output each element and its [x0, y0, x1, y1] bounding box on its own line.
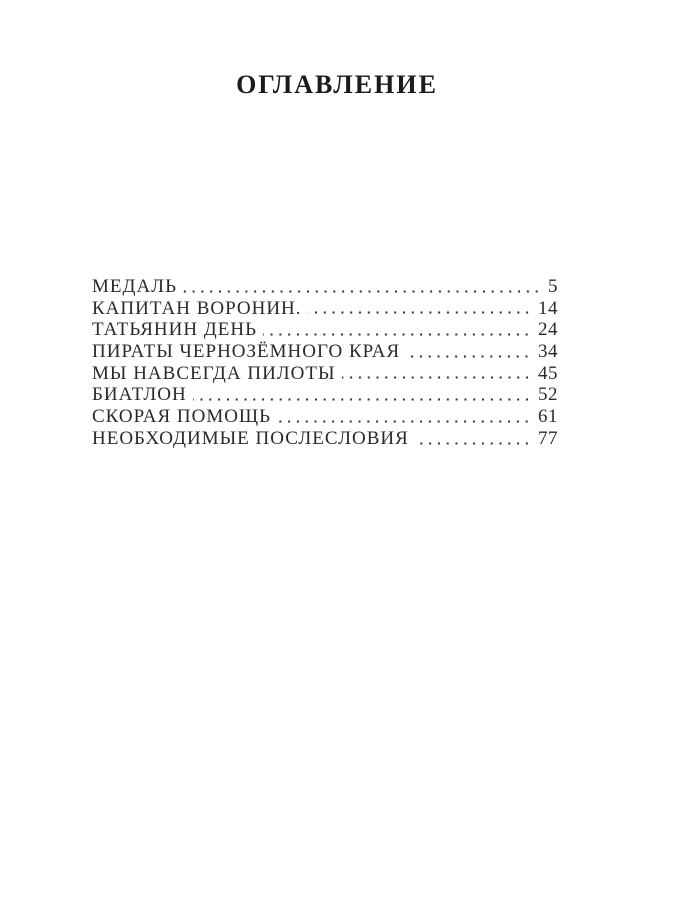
toc-entry-row [92, 341, 558, 363]
toc-entry-title: КАПИТАН ВОРОНИН. [92, 297, 302, 319]
toc-entry-title: ТАТЬЯНИН ДЕНЬ [92, 319, 257, 341]
toc-entry-title: БИАТЛОН [92, 384, 187, 406]
toc-entry-row [92, 298, 558, 320]
dot-leader [277, 420, 534, 423]
toc-entry-title: МЫ НАВСЕГДА ПИЛОТЫ [92, 362, 336, 384]
dot-leader [183, 290, 544, 293]
toc-entry-title: СКОРАЯ ПОМОЩЬ [92, 406, 272, 428]
dot-leader [415, 442, 534, 445]
toc-entry-row [92, 276, 558, 298]
toc-entry-page-number: 45 [538, 362, 558, 384]
toc-entry-page-number: 14 [538, 297, 558, 319]
dot-leader [263, 333, 534, 336]
toc-entry-page-number: 24 [538, 319, 558, 341]
toc-entry-title: НЕОБХОДИМЫЕ ПОСЛЕСЛОВИЯ [92, 427, 409, 449]
toc-entry-title: ПИРАТЫ ЧЕРНОЗЁМНОГО КРАЯ [92, 341, 401, 363]
toc-entry-page-number: 61 [538, 406, 558, 428]
toc-entry-row [92, 428, 558, 450]
dot-leader [193, 398, 534, 401]
toc-entry-row [92, 363, 558, 385]
toc-list [92, 276, 558, 450]
dot-leader [406, 355, 534, 358]
toc-entry-page-number: 34 [538, 341, 558, 363]
toc-entry-title: МЕДАЛЬ [92, 276, 177, 297]
toc-entry-page-number: 52 [538, 384, 558, 406]
toc-entry-row [92, 406, 558, 428]
dot-leader [308, 311, 534, 314]
toc-entry-row [92, 384, 558, 406]
toc-entry-page-number: 5 [548, 276, 558, 297]
toc-entry-page-number: 77 [538, 427, 558, 449]
dot-leader [342, 376, 534, 379]
toc-entry-row [92, 319, 558, 341]
page-title: ОГЛАВЛЕНИЕ [236, 70, 438, 99]
